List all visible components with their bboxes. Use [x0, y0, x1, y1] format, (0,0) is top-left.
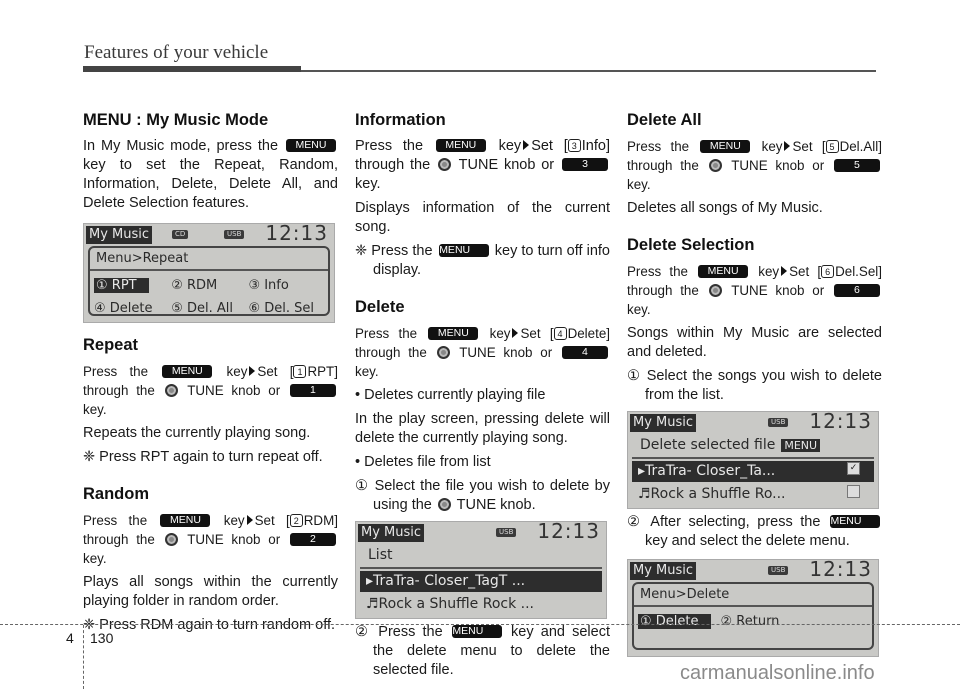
footer-divider [0, 624, 960, 625]
page-number: 130 [90, 630, 114, 646]
tune-knob-icon [165, 384, 178, 397]
lcd-option-delete: ① Delete [636, 610, 713, 633]
tune-knob-icon [165, 533, 178, 546]
section-title-delete-selection: Delete Selection [627, 236, 755, 254]
menu-key-icon: MENU [286, 139, 336, 152]
lcd-option-info: ③ Info [248, 278, 289, 293]
random-note: ❈ Press RDM again to turn random off. [83, 617, 336, 633]
repeat-note: ❈ Press RPT again to turn repeat off. [83, 449, 323, 465]
number-key-icon: 1 [290, 384, 336, 397]
lcd-option-return: ② Return [720, 614, 780, 629]
menu-key-icon: MENU [698, 265, 748, 278]
delete-selection-step-2: ② After selecting, press the MENU key and select the delete menu. [627, 513, 882, 551]
delete-all-instructions: Press the MENU key Set [ 5 Del.All] through the TUNE knob or 5 key. [627, 139, 882, 192]
information-description: Displays information of the current song. [355, 200, 610, 235]
header-rule-thick [83, 66, 301, 72]
circled-number-icon: 5 [826, 140, 839, 153]
arrow-right-icon [784, 141, 790, 151]
lcd-mode-tag: My Music [86, 226, 152, 244]
circled-number-icon: 2 [290, 514, 303, 527]
number-key-icon: 6 [834, 284, 880, 297]
footer-vertical-divider [83, 625, 84, 689]
column-1 [83, 110, 338, 640]
random-description: Plays all songs within the currently playing folder in random order. [83, 574, 338, 609]
number-key-icon: 4 [562, 346, 608, 359]
menu-key-icon: MENU [162, 365, 212, 378]
delete-bullet-1: • Deletes currently playing file [355, 387, 546, 403]
tune-knob-icon [709, 284, 722, 297]
arrow-right-icon [249, 366, 255, 376]
information-instructions: Press the MENU key Set [ 3 Info] through the TUNE knob or 3 key. [355, 138, 610, 192]
arrow-right-icon [512, 328, 518, 338]
menu-key-icon: MENU [436, 139, 486, 152]
lcd-mode-tag: My Music [358, 524, 424, 542]
number-key-icon: 5 [834, 159, 880, 172]
arrow-right-icon [247, 515, 253, 525]
checkbox-icon [847, 485, 860, 498]
delete-selection-description: Songs within My Music are selected and deleted. [627, 325, 882, 360]
usb-icon: USB [768, 566, 788, 575]
lcd-list-item: ▸TraTra- Closer_Ta... ✓ [632, 461, 874, 482]
number-key-icon: 3 [562, 158, 608, 171]
usb-icon: USB [768, 418, 788, 427]
menu-key-icon: MENU [428, 327, 478, 340]
checkbox-icon: ✓ [847, 462, 860, 475]
repeat-instructions: Press the MENU key Set [ 1 RPT] through the TUNE knob or 1 key. [83, 364, 338, 417]
section-title-intro: MENU : My Music Mode [83, 111, 269, 129]
header-title: Features of your vehicle [84, 42, 269, 63]
delete-instructions: Press the MENU key Set [ 4 Delete] through the TUNE knob or 4 key. [355, 326, 610, 379]
column-3 [627, 110, 882, 657]
chapter-number: 4 [66, 630, 74, 646]
delete-bullet-2: • Deletes file from list [355, 454, 491, 470]
delete-paragraph: In the play screen, pressing delete will delete the currently playing song. [355, 411, 610, 446]
menu-key-icon: MENU [452, 625, 502, 638]
watermark: carmanualsonline.info [680, 662, 875, 684]
lcd-clock: 12:13 [265, 223, 328, 245]
tune-knob-icon [437, 346, 450, 359]
delete-step-2: ② Press the MENU key and select the delete menu to delete the selected file. [355, 624, 610, 678]
checkbox-icon [847, 508, 860, 509]
lcd-mode-tag: My Music [630, 414, 696, 432]
section-title-random: Random [83, 485, 149, 503]
lcd-mode-tag: My Music [630, 562, 696, 580]
circled-number-icon: 6 [821, 265, 834, 278]
menu-key-icon: MENU [439, 244, 489, 257]
lcd-clock: 12:13 [809, 411, 872, 433]
cd-icon: CD [172, 230, 188, 239]
lcd-screen-repeat [83, 223, 335, 323]
tune-knob-icon [438, 498, 451, 511]
lcd-clock: 12:13 [537, 521, 600, 543]
circled-number-icon: 1 [293, 365, 306, 378]
section-title-delete: Delete [355, 298, 405, 316]
section-title-information: Information [355, 111, 446, 129]
lcd-clock: 12:13 [809, 559, 872, 581]
menu-key-icon: MENU [160, 514, 210, 527]
tune-knob-icon [709, 159, 722, 172]
number-key-icon: 2 [290, 533, 336, 546]
lcd-screen-delete-selected [627, 411, 879, 509]
lcd-screen-delete-menu [627, 559, 879, 657]
circled-number-icon: 4 [554, 327, 567, 340]
lcd-menu-header: Menu>Delete [634, 584, 872, 607]
lcd-menu-header: Menu>Repeat [90, 248, 328, 271]
lcd-option-delete: ④ Delete [94, 301, 153, 316]
repeat-description: Repeats the currently playing song. [83, 425, 311, 441]
lcd-list-header: Delete selected file MENU [632, 434, 874, 459]
usb-icon: USB [496, 528, 516, 537]
lcd-screen-list [355, 521, 607, 619]
delete-all-description: Deletes all songs of My Music. [627, 200, 823, 216]
delete-selection-step-1: ① Select the songs you wish to delete from the list. [627, 368, 882, 403]
column-2 [355, 110, 610, 685]
arrow-right-icon [781, 266, 787, 276]
section-title-repeat: Repeat [83, 336, 139, 354]
lcd-option-del-all: ⑤ Del. All [171, 301, 234, 316]
lcd-list-header: List [360, 544, 602, 569]
lcd-option-rpt: ① RPT [92, 274, 169, 297]
information-note: ❈ Press the MENU key to turn off info display. [355, 243, 610, 278]
lcd-list-item: ♬Rock a Shuffle Ro... [632, 484, 874, 505]
lcd-list-item: ▸TraTra- Closer_TagT ... [360, 571, 602, 592]
lcd-list-item [632, 507, 874, 509]
section-title-delete-all: Delete All [627, 111, 702, 129]
delete-step-1: ① Select the file you wish to delete by using the TUNE knob. [355, 478, 610, 513]
lcd-list-item: ♬Rock a Shuffle Rock ... [366, 596, 534, 612]
lcd-menu-badge: MENU [781, 439, 820, 452]
lcd-list-item [360, 617, 602, 619]
lcd-option-del-sel: ⑥ Del. Sel [248, 301, 314, 316]
lcd-option-rdm: ② RDM [171, 278, 218, 293]
menu-key-icon: MENU [700, 140, 750, 153]
header-rule-thin [301, 70, 876, 72]
intro-text: In My Music mode, press the MENU key to set the Repeat, Random, Information, Delete, Delete All, and Delete Selection features. [83, 138, 338, 211]
delete-selection-instructions: Press the MENU key Set [ 6 Del.Sel] through the TUNE knob or 6 key. [627, 264, 882, 317]
random-instructions: Press the MENU key Set [ 2 RDM] through the TUNE knob or 2 key. [83, 513, 338, 566]
usb-icon: USB [224, 230, 244, 239]
arrow-right-icon [523, 140, 529, 150]
circled-number-icon: 3 [568, 139, 581, 152]
tune-knob-icon [438, 158, 451, 171]
menu-key-icon: MENU [830, 515, 880, 528]
